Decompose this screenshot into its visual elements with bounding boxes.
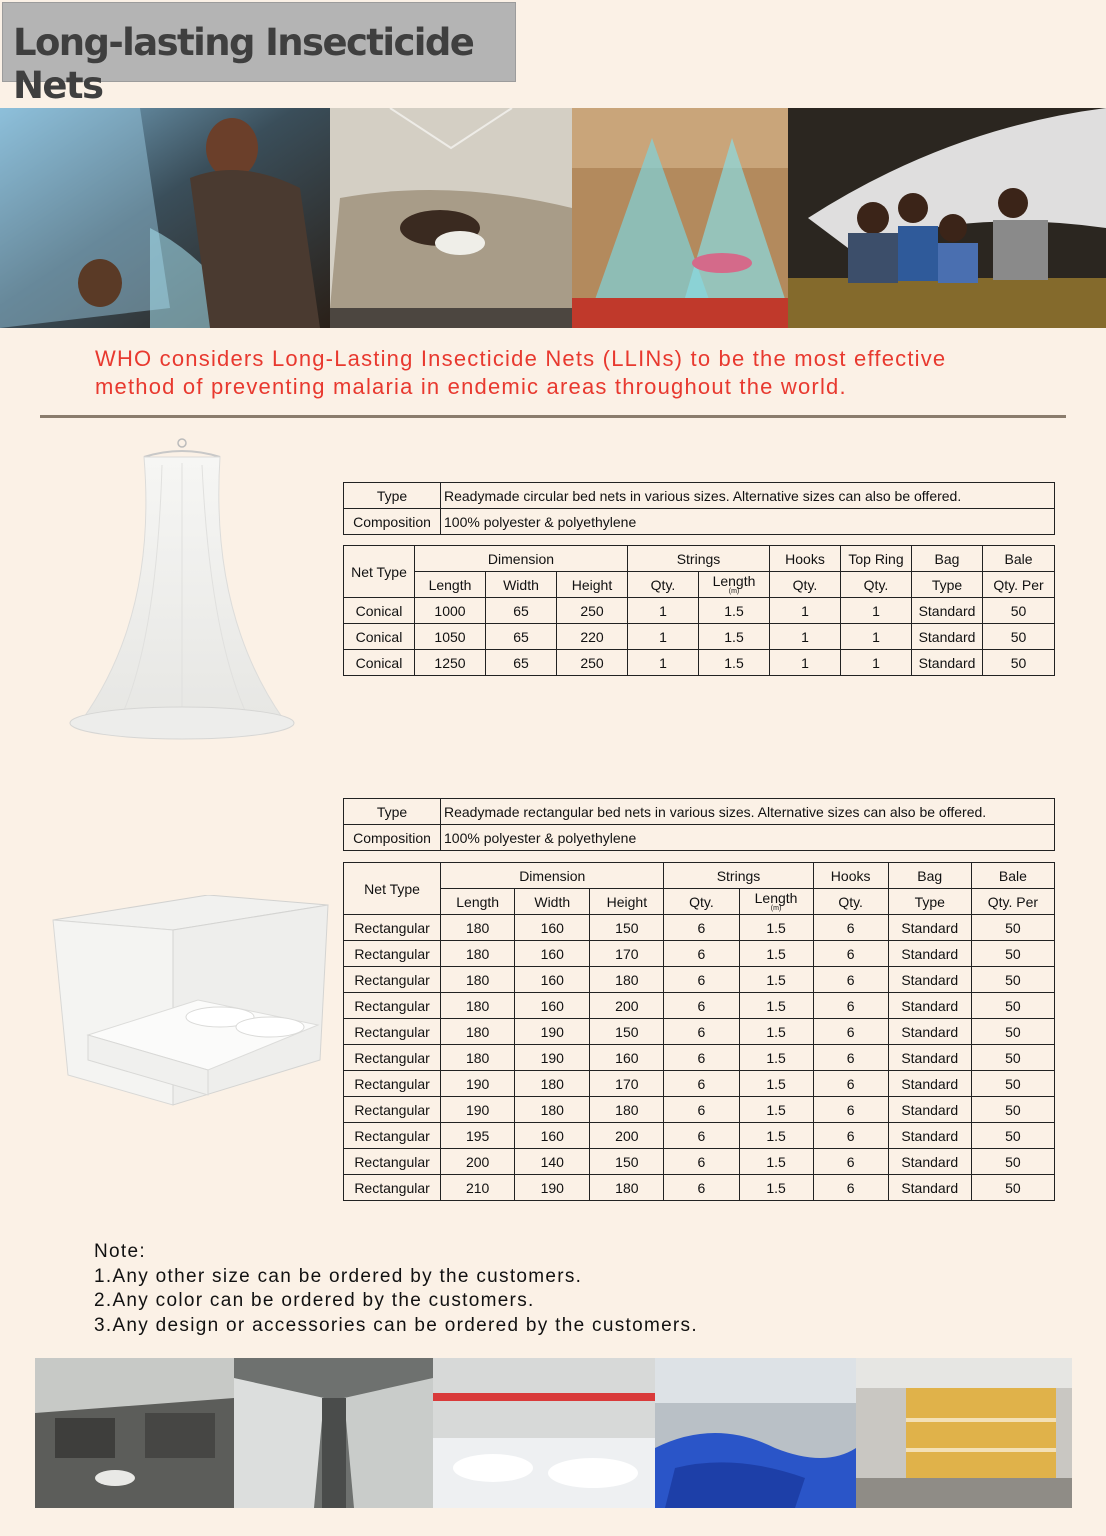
table-cell: Standard [888,1097,971,1123]
subheader-bale-qty: Qty. Per [983,572,1055,598]
table-cell: 1.5 [699,624,770,650]
table-cell: Standard [888,993,971,1019]
table-cell: 65 [486,598,557,624]
table-cell: 1.5 [739,941,813,967]
table-cell: 200 [590,993,664,1019]
table-row [344,1123,1055,1149]
table-cell: 50 [971,915,1054,941]
table-cell: 160 [590,1045,664,1071]
type-label: Type [344,799,441,825]
note-item-2: 2.Any color can be ordered by the customers. [94,1290,535,1311]
table-cell: 180 [590,967,664,993]
composition-label: Composition [344,509,441,535]
table-cell: 6 [813,941,888,967]
table-cell: 180 [441,915,515,941]
table-cell: Standard [888,1149,971,1175]
table-cell: 180 [515,1097,590,1123]
table-cell: Standard [888,967,971,993]
table-cell: 160 [515,993,590,1019]
photo-knitting-machines [234,1358,433,1508]
table-cell: 180 [441,993,515,1019]
table-cell: 6 [664,1149,739,1175]
circular-dimension-table [343,545,1055,676]
table-cell: 1 [628,598,699,624]
table-cell: 160 [515,941,590,967]
table-cell: 1.5 [739,1123,813,1149]
table-cell: 50 [971,1149,1054,1175]
photo-blue-net-sorting [655,1358,856,1508]
table-cell: 6 [813,1071,888,1097]
type-label: Type [344,483,441,509]
unit-label: (m) [728,587,740,595]
header-strings: Strings [628,546,770,572]
table-row [344,624,1055,650]
subheader-bag-type: Type [912,572,983,598]
photo-packed-bales-warehouse [856,1358,1072,1508]
table-cell: 190 [515,1019,590,1045]
table-cell: 6 [664,1097,739,1123]
title-banner [2,2,516,107]
photo-sewing-workshop [433,1358,655,1508]
table-cell: 50 [971,1071,1054,1097]
table-cell: 160 [515,1123,590,1149]
table-cell: 195 [441,1123,515,1149]
table-row [344,941,1055,967]
table-cell: Rectangular [344,941,441,967]
table-cell: 1.5 [739,915,813,941]
table-cell: Conical [344,650,415,676]
table-cell: 1.5 [739,967,813,993]
table-row [344,1149,1055,1175]
table-cell: 50 [983,650,1055,676]
table-cell: 50 [971,993,1054,1019]
table-cell: 50 [971,1123,1054,1149]
table-row [344,1175,1055,1201]
table-row [344,993,1055,1019]
table-cell: 6 [813,993,888,1019]
table-cell: Rectangular [344,1123,441,1149]
table-cell: 220 [557,624,628,650]
header-net-type: Net Type [344,546,415,598]
table-cell: 6 [664,1045,739,1071]
header-bale: Bale [983,546,1055,572]
table-cell: 6 [664,915,739,941]
who-slogan [95,345,1075,401]
table-cell: 1 [628,624,699,650]
table-cell: 150 [590,1019,664,1045]
table-cell: 250 [557,598,628,624]
table-cell: Standard [912,650,983,676]
table-cell: 1.5 [699,650,770,676]
table-cell: 180 [590,1175,664,1201]
table-cell: Rectangular [344,1019,441,1045]
photo-woman-spreading-net [0,108,330,328]
table-cell: 6 [664,941,739,967]
header-bale: Bale [971,863,1054,889]
table-cell: 1 [841,650,912,676]
subheader-height: Height [557,572,628,598]
circular-spec-table [343,482,1055,535]
table-cell: 160 [515,915,590,941]
table-cell: Rectangular [344,1097,441,1123]
note-item-1: 1.Any other size can be ordered by the customers. [94,1265,583,1287]
table-cell: 50 [971,1097,1054,1123]
table-cell: 6 [813,1097,888,1123]
subheader-strings-qty: Qty. [628,572,699,598]
photo-bunk-beds-with-nets [572,108,788,328]
length-label: Length [712,572,756,589]
table-cell: 1 [770,598,841,624]
table-cell: 1.5 [739,1071,813,1097]
table-cell: 1000 [415,598,486,624]
composition-value: 100% polyester & polyethylene [441,825,1055,851]
table-cell: 6 [813,967,888,993]
rectangular-spec-table [343,798,1055,851]
table-cell: 1 [841,598,912,624]
table-cell: Standard [888,1175,971,1201]
note-item-3: 3.Any design or accessories can be ordered by the customers. [94,1314,698,1336]
table-cell: 65 [486,624,557,650]
table-cell: 200 [590,1123,664,1149]
table-row [344,1045,1055,1071]
header-top-ring: Top Ring [841,546,912,572]
header-dimension: Dimension [415,546,628,572]
table-cell: 6 [813,915,888,941]
rectangular-dimension-table [343,862,1055,1201]
table-row [344,1097,1055,1123]
table-cell: Standard [888,1045,971,1071]
table-cell: 1.5 [739,1019,813,1045]
table-cell: 1050 [415,624,486,650]
photo-factory-knitting-floor [35,1358,234,1508]
table-cell: 1 [841,624,912,650]
table-cell: 180 [441,941,515,967]
table-cell: 6 [664,1019,739,1045]
table-cell: 6 [813,1045,888,1071]
table-cell: Rectangular [344,967,441,993]
table-cell: Standard [888,941,971,967]
table-cell: Standard [912,598,983,624]
header-bag: Bag [912,546,983,572]
table-cell: 50 [971,967,1054,993]
divider [40,415,1066,418]
table-cell: 6 [813,1175,888,1201]
subheader-hooks-qty: Qty. [770,572,841,598]
table-cell: 6 [664,1071,739,1097]
subheader-width: Width [515,889,590,915]
slogan-line-2: method of preventing malaria in endemic areas throughout the world. [95,374,847,399]
page-title: Long-lasting Insecticide Nets [13,21,474,107]
top-photo-strip [0,108,1106,328]
subheader-strings-length [699,572,770,598]
circular-rows [344,598,1055,676]
table-cell: 140 [515,1149,590,1175]
photo-children-under-net [788,108,1106,328]
table-cell: 6 [664,993,739,1019]
table-cell: 50 [971,941,1054,967]
table-cell: 190 [441,1071,515,1097]
header-hooks: Hooks [770,546,841,572]
table-cell: 1.5 [699,598,770,624]
subheader-hooks-qty: Qty. [813,889,888,915]
table-cell: 1250 [415,650,486,676]
table-cell: 200 [441,1149,515,1175]
table-cell: 50 [971,1175,1054,1201]
factory-photo-strip [35,1358,1072,1508]
table-cell: Rectangular [344,915,441,941]
table-cell: 150 [590,1149,664,1175]
circular-net-image [62,435,302,755]
table-cell: 180 [515,1071,590,1097]
rectangular-rows [344,915,1055,1201]
subheader-ring-qty: Qty. [841,572,912,598]
table-cell: Rectangular [344,993,441,1019]
table-cell: 1 [770,650,841,676]
table-cell: 1 [628,650,699,676]
table-row [344,967,1055,993]
table-cell: 190 [441,1097,515,1123]
subheader-length: Length [415,572,486,598]
subheader-strings-qty: Qty. [664,889,739,915]
header-bag: Bag [888,863,971,889]
table-cell: Rectangular [344,1149,441,1175]
table-row [344,1019,1055,1045]
table-cell: Conical [344,624,415,650]
table-cell: Standard [888,1019,971,1045]
type-value: Readymade circular bed nets in various sizes. Alternative sizes can also be offered. [441,483,1055,509]
table-cell: 190 [515,1045,590,1071]
subheader-bale-qty: Qty. Per [971,889,1054,915]
rectangular-net-image [48,895,333,1125]
table-row [344,1071,1055,1097]
subheader-width: Width [486,572,557,598]
subheader-height: Height [590,889,664,915]
table-cell: Rectangular [344,1175,441,1201]
table-cell: 170 [590,1071,664,1097]
table-cell: 1.5 [739,1175,813,1201]
table-cell: 6 [813,1149,888,1175]
table-cell: 6 [664,1175,739,1201]
table-cell: 210 [441,1175,515,1201]
table-row [344,915,1055,941]
table-cell: 180 [441,1019,515,1045]
table-cell: Standard [888,915,971,941]
table-cell: Conical [344,598,415,624]
table-cell: Standard [888,1123,971,1149]
table-cell: 50 [983,598,1055,624]
table-cell: 180 [441,1045,515,1071]
table-cell: Rectangular [344,1045,441,1071]
table-row [344,650,1055,676]
subheader-bag-type: Type [888,889,971,915]
table-cell: 6 [664,1123,739,1149]
composition-value: 100% polyester & polyethylene [441,509,1055,535]
notes-section [94,1240,698,1338]
table-cell: Standard [888,1071,971,1097]
table-cell: 1.5 [739,1045,813,1071]
table-cell: 6 [813,1123,888,1149]
unit-label: (m) [770,904,782,912]
type-value: Readymade rectangular bed nets in various sizes. Alternative sizes can also be offered. [441,799,1055,825]
table-cell: 50 [971,1045,1054,1071]
table-cell: 150 [590,915,664,941]
subheader-strings-length [739,889,813,915]
subheader-length: Length [441,889,515,915]
slogan-line-1: WHO considers Long-Lasting Insecticide Nets (LLINs) to be the most effective [95,346,947,371]
table-cell: 250 [557,650,628,676]
table-cell: 1.5 [739,993,813,1019]
table-cell: 180 [590,1097,664,1123]
table-cell: 1 [770,624,841,650]
table-cell: 65 [486,650,557,676]
table-cell: 50 [983,624,1055,650]
photo-child-sleeping-under-net [330,108,572,328]
header-hooks: Hooks [813,863,888,889]
table-row [344,598,1055,624]
table-cell: 170 [590,941,664,967]
length-label: Length [754,889,798,906]
header-net-type: Net Type [344,863,441,915]
table-cell: 190 [515,1175,590,1201]
table-cell: 1.5 [739,1097,813,1123]
table-cell: 180 [441,967,515,993]
table-cell: Rectangular [344,1071,441,1097]
header-strings: Strings [664,863,813,889]
table-cell: 6 [813,1019,888,1045]
header-dimension: Dimension [441,863,664,889]
note-heading: Note: [94,1241,146,1262]
composition-label: Composition [344,825,441,851]
table-cell: Standard [912,624,983,650]
table-cell: 1.5 [739,1149,813,1175]
table-cell: 160 [515,967,590,993]
table-cell: 6 [664,967,739,993]
table-cell: 50 [971,1019,1054,1045]
